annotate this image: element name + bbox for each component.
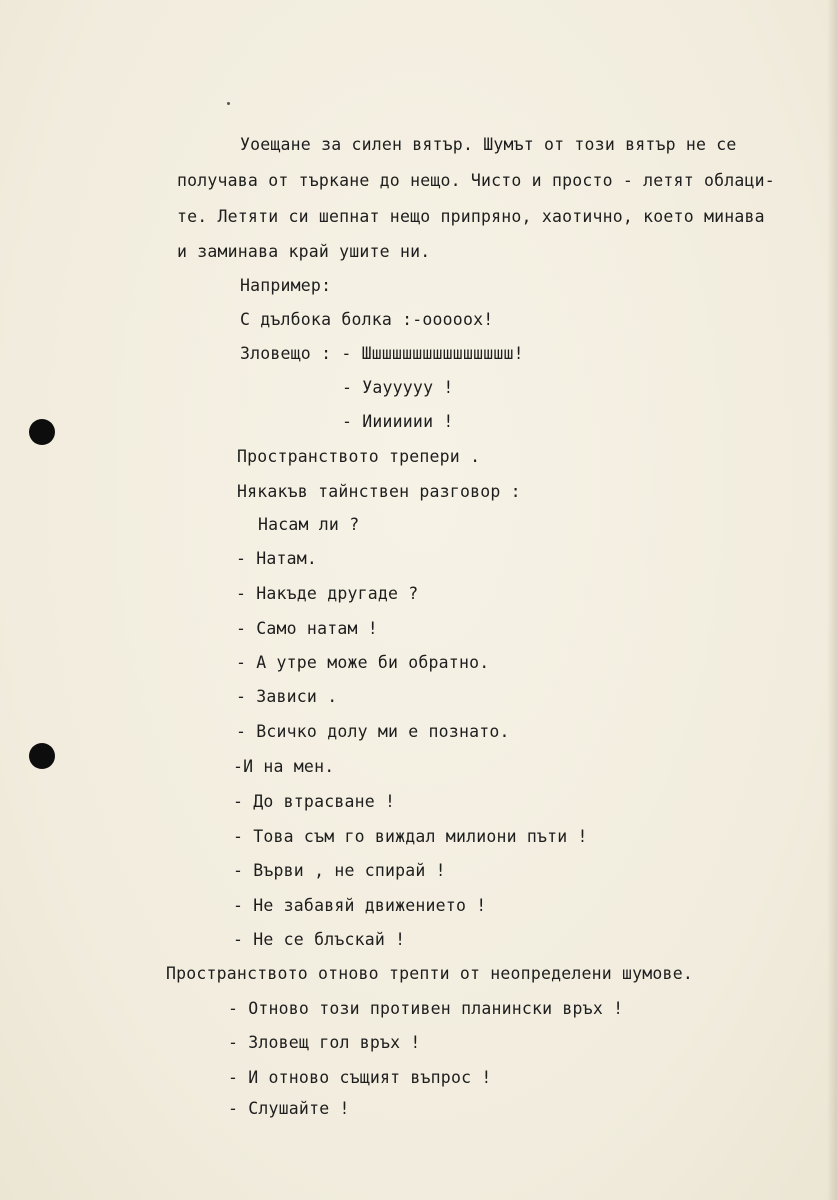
text-line-21: - Това съм го виждал милиони пъти ! [233, 827, 588, 846]
text-line-5: Например: [240, 276, 332, 295]
text-line-4: и заминава край ушите ни. [177, 242, 431, 261]
text-line-13: - Натам. [236, 549, 318, 568]
text-line-11: Някакъв тайнствен разговор : [237, 482, 521, 501]
text-line-19: -И на мен. [233, 757, 335, 776]
text-line-15: - Само натам ! [236, 619, 378, 638]
text-line-12: Насам ли ? [258, 515, 360, 534]
text-line-22: - Върви , не спирай ! [233, 861, 446, 880]
text-line-1: Уоещане за силен вятър. Шумът от този вятър не се [240, 135, 737, 154]
text-line-7: Зловещо : - Шшшшшшшшшшшшшшш! [240, 344, 524, 363]
text-line-27: - Зловещ гол връх ! [228, 1033, 421, 1052]
text-line-18: - Всичко долу ми е познато. [236, 722, 510, 741]
text-line-29: - Слушайте ! [228, 1099, 350, 1118]
text-line-23: - Не забавяй движението ! [233, 896, 487, 915]
text-line-24: - Не се блъскай ! [233, 930, 406, 949]
punch-hole-icon [29, 419, 55, 445]
ink-speck [227, 102, 230, 105]
text-line-20: - До втрасване ! [233, 792, 396, 811]
text-line-14: - Накъде другаде ? [236, 584, 419, 603]
text-line-26: - Отново този противен планински връх ! [228, 999, 624, 1018]
text-line-6: С дълбока болка :-ооооох! [240, 310, 494, 329]
text-line-2: получава от търкане до нещо. Чисто и просто - летят облаци- [177, 171, 775, 190]
text-line-25: Пространството отново трепти от неопределени шумове. [166, 964, 693, 983]
text-line-9: - Иииииии ! [342, 412, 454, 431]
punch-hole-icon [29, 743, 55, 769]
text-line-16: - А утре може би обратно. [236, 653, 490, 672]
text-line-10: Пространството трепери . [237, 447, 481, 466]
text-line-28: - И отново същият въпрос ! [228, 1068, 492, 1087]
text-line-17: - Зависи . [236, 687, 338, 706]
text-line-8: - Уаууууу ! [342, 378, 454, 397]
paper-edge-shadow [827, 0, 837, 1200]
text-line-3: те. Летяти си шепнат нещо припряно, хаотично, което минава [177, 207, 765, 226]
